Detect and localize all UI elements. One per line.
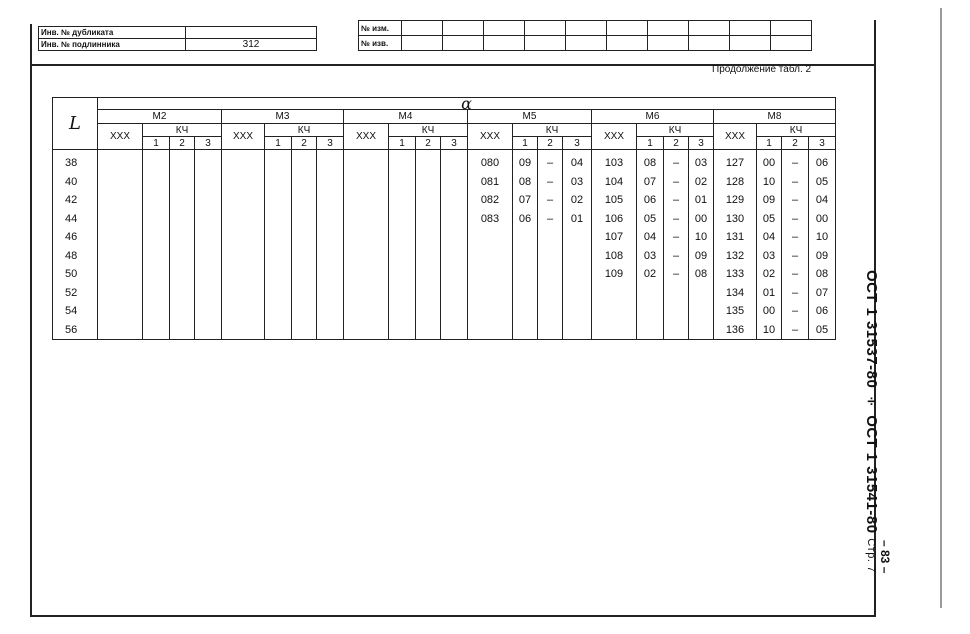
xxx-header: XXX xyxy=(714,124,757,150)
kch-col-2: 2 xyxy=(416,137,441,150)
kch-col-1: 1 xyxy=(389,137,416,150)
m3-xxx-cell xyxy=(222,150,265,340)
kch-header: КЧ xyxy=(513,124,592,137)
kch-col-3: 3 xyxy=(195,137,222,150)
change-block xyxy=(358,20,812,51)
m3-c2-cell xyxy=(292,150,317,340)
inv-duplicate-label: Инв. № дубликата xyxy=(39,27,186,39)
m8-c2-cell: – – – – – – – – – – xyxy=(782,150,809,340)
xxx-header: XXX xyxy=(468,124,513,150)
kch-col-1: 1 xyxy=(143,137,170,150)
m2-c3-cell xyxy=(195,150,222,340)
frame-edge-left xyxy=(30,24,32,66)
m3-c1-cell xyxy=(265,150,292,340)
kch-header: КЧ xyxy=(637,124,714,137)
kch-header: КЧ xyxy=(757,124,836,137)
scan-edge-line xyxy=(940,8,942,608)
m5-c3-cell: 04 03 02 01 xyxy=(563,150,592,340)
kch-col-1: 1 xyxy=(513,137,538,150)
kch-col-1: 1 xyxy=(637,137,664,150)
xxx-header: XXX xyxy=(592,124,637,150)
notice-no-label: № изв. xyxy=(359,36,402,51)
group-m8: M8 xyxy=(714,110,836,124)
m8-xxx-cell: 127 128 129 130 131 132 133 134 135 136 xyxy=(714,150,757,340)
length-column: 38 40 42 44 46 48 50 52 54 56 xyxy=(53,150,98,340)
kch-header: КЧ xyxy=(265,124,344,137)
m6-c1-cell: 08 07 06 05 04 03 02 xyxy=(637,150,664,340)
dimension-table xyxy=(52,93,836,340)
kch-col-1: 1 xyxy=(265,137,292,150)
m5-c2-cell: – – – – xyxy=(538,150,563,340)
row-header-L: L xyxy=(53,98,98,150)
table-caption: Продолжение табл. 2 xyxy=(712,64,812,75)
group-m3: M3 xyxy=(222,110,344,124)
m2-xxx-cell xyxy=(98,150,143,340)
page-label: Стр. 7 xyxy=(865,538,877,573)
m4-xxx-cell xyxy=(344,150,389,340)
group-m4: M4 xyxy=(344,110,468,124)
group-header-alpha: α xyxy=(98,98,836,110)
m6-xxx-cell: 103 104 105 106 107 108 109 xyxy=(592,150,637,340)
frame-edge-right xyxy=(874,20,876,66)
page-number: – 83 – xyxy=(878,540,892,574)
m2-c1-cell xyxy=(143,150,170,340)
xxx-header: XXX xyxy=(98,124,143,150)
kch-col-2: 2 xyxy=(782,137,809,150)
group-m2: M2 xyxy=(98,110,222,124)
m4-c2-cell xyxy=(416,150,441,340)
kch-col-3: 3 xyxy=(689,137,714,150)
group-m6: M6 xyxy=(592,110,714,124)
m4-c1-cell xyxy=(389,150,416,340)
m5-c1-cell: 09 08 07 06 xyxy=(513,150,538,340)
m5-xxx-cell: 080 081 082 083 xyxy=(468,150,513,340)
kch-header: КЧ xyxy=(143,124,222,137)
standard-title: ОСТ 1 31537-80 ÷ ОСТ 1 31541-80 xyxy=(863,270,880,534)
kch-col-3: 3 xyxy=(441,137,468,150)
kch-col-1: 1 xyxy=(757,137,782,150)
kch-col-2: 2 xyxy=(292,137,317,150)
kch-col-3: 3 xyxy=(809,137,836,150)
xxx-header: XXX xyxy=(344,124,389,150)
kch-header: КЧ xyxy=(389,124,468,137)
kch-col-2: 2 xyxy=(538,137,563,150)
m4-c3-cell xyxy=(441,150,468,340)
m6-c3-cell: 03 02 01 00 10 09 08 xyxy=(689,150,714,340)
m8-c1-cell: 00 10 09 05 04 03 02 01 00 10 xyxy=(757,150,782,340)
xxx-header: XXX xyxy=(222,124,265,150)
m2-c2-cell xyxy=(170,150,195,340)
kch-col-2: 2 xyxy=(170,137,195,150)
inv-original-label: Инв. № подлинника xyxy=(39,39,186,51)
m6-c2-cell: – – – – – – – xyxy=(664,150,689,340)
kch-col-3: 3 xyxy=(317,137,344,150)
m3-c3-cell xyxy=(317,150,344,340)
m8-c3-cell: 06 05 04 00 10 09 08 07 06 05 xyxy=(809,150,836,340)
kch-col-3: 3 xyxy=(563,137,592,150)
change-no-label: № изм. xyxy=(359,21,402,36)
inv-duplicate-value xyxy=(186,27,317,39)
group-m5: M5 xyxy=(468,110,592,124)
kch-col-2: 2 xyxy=(664,137,689,150)
inventory-block xyxy=(38,26,317,51)
inv-original-value: 312 xyxy=(186,39,317,51)
standard-designation xyxy=(840,270,880,590)
